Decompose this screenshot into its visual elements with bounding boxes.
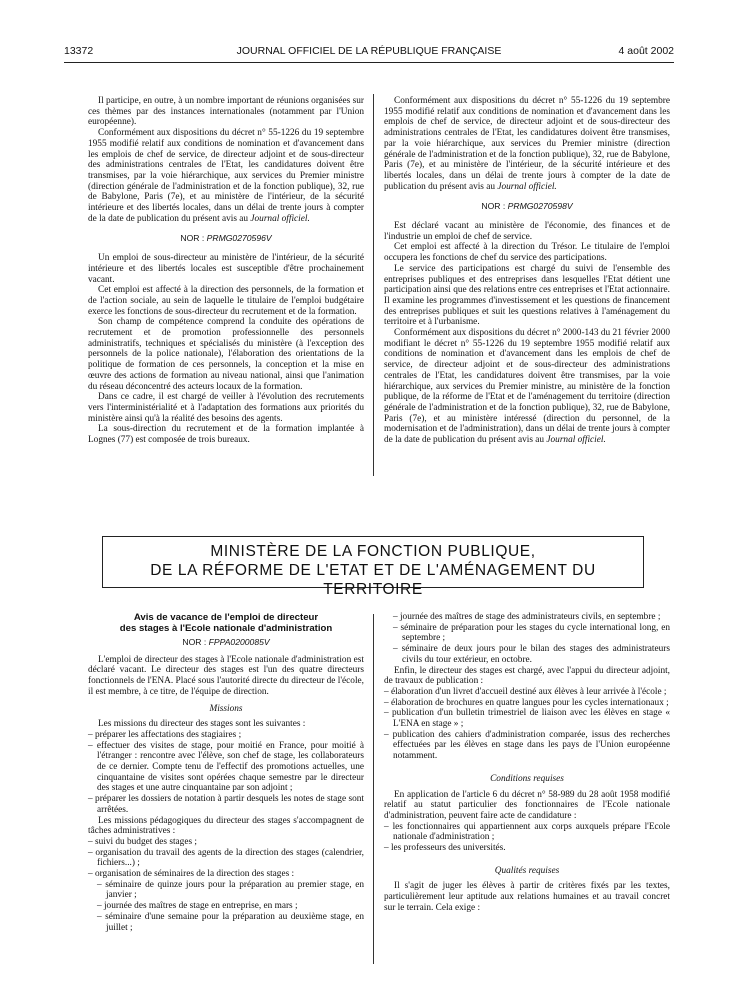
section-heading-qualites: Qualités requises <box>494 865 560 876</box>
paragraph: Les missions pédagogiques du directeur des stages s'accompagnent de tâches administratives : <box>88 815 364 837</box>
nor-label: NOR : <box>182 637 207 647</box>
paragraph: Il s'agit de juger les élèves à partir de critères fixés par les textes, particulièrement leur aptitude aux relations humaines et au travail concret sur le terrain. Cela exige : <box>384 881 670 913</box>
top-left-column <box>88 96 364 446</box>
nor-code: PRMG0270598V <box>507 201 573 212</box>
list-item: – élaboration d'un livret d'accueil destiné aux élèves à leur arrivée à l'école ; <box>384 686 667 697</box>
list-item: – journée des maîtres de stage en entreprise, en mars ; <box>97 901 298 912</box>
paragraph <box>88 128 364 224</box>
column-divider-bottom <box>373 614 374 964</box>
list-item: – élaboration de brochures en quatre langues pour les cycles internationaux ; <box>384 697 669 708</box>
journal-officiel-ref: Journal officiel. <box>546 435 606 446</box>
paragraph-text: Conformément aux dispositions du décret n° 2000-143 du 21 février 2000 modifiant le décret n° 55-1226 du 19 septembre 1955 modifié relatif aux conditions de nomination et d'avancement dans les emplois de chef de service, de directeur adjoint et de sous-directeur des administrations centrales de l'Etat, les candidatures doivent être transmises, par la voie hiérarchique, aux services du Premier ministre, au ministère de la fonction publique, de la réforme de l'Etat et de l'aménagement du territoire (direction générale de l'administration et de la fonction publique), 32, rue de Babylone, Paris (7e), et au ministère intéressé (direction du personnel, de la modernisation et de l'administration), dans un délai de trente jours à compter de la date de publication du présent avis au <box>384 328 670 446</box>
paragraph: La sous-direction du recrutement et de la formation implantée à Lognes (77) est composée de trois bureaux. <box>88 424 364 446</box>
paragraph: Cet emploi est affecté à la direction du Trésor. Le titulaire de l'emploi occupera les fonctions de chef du service des participations. <box>384 242 670 264</box>
header-rule <box>64 62 674 63</box>
ministry-heading-box <box>102 536 644 598</box>
list-item: – organisation de séminaires de la direction des stages : <box>88 869 295 880</box>
ministry-heading-line1: MINISTÈRE DE LA FONCTION PUBLIQUE, <box>210 543 536 560</box>
nor-label: NOR : <box>180 233 205 244</box>
page-header <box>64 45 674 61</box>
paragraph: Il participe, en outre, à un nombre important de réunions organisées sur ces thèmes par des instances internationales (notamment par l'Union européenne). <box>88 96 364 128</box>
bottom-right-column <box>384 612 670 914</box>
paragraph: En application de l'article 6 du décret n° 58-989 du 28 août 1958 modifié relatif au statut particulier des fonctionnaires de l'Ecole nationale d'administration, peuvent faire acte de candidature : <box>384 789 670 821</box>
page-number: 13372 <box>64 45 94 57</box>
paragraph <box>384 328 670 446</box>
issue-date: 4 août 2002 <box>618 45 674 57</box>
paragraph: Est déclaré vacant au ministère de l'économie, des finances et de l'industrie un emploi de chef de service. <box>384 221 670 242</box>
list-item: – publication des cahiers d'administration comparée, issus des recherches effectuées par les élèves en stage dans les pays de l'Union européenne notamment. <box>384 729 670 762</box>
list-item: – les professeurs des universités. <box>384 843 506 854</box>
list-item: – effectuer des visites de stage, pour moitié en France, pour moitié à l'étranger : rencontre avec l'élève, son chef de stage, les collaborateurs de ce dernier. Compte tenu de l'effectif des promotions actuelles, une cinquantaine de visites sont opérées chaque semestre par le directeur des stages et une autre cinquantaine par son adjoint ; <box>88 740 364 794</box>
paragraph: Les missions du directeur des stages sont les suivantes : <box>98 719 306 730</box>
paragraph: Cet emploi est affecté à la direction des personnels, de la formation et de l'action sociale, au sein de laquelle le titulaire de l'emploi budgétaire exerce les fonctions de sous-directeur du recrutement et de la formation. <box>88 285 364 317</box>
list-item: – publication d'un bulletin trimestriel de liaison avec les élèves en stage « L'ENA en stage » ; <box>384 708 670 730</box>
paragraph: Le service des participations est chargé du suivi de l'ensemble des entreprises publiques et des entreprises dans lesquelles l'Etat détient une participation ainsi que des relations entre ces entreprises et l'Etat actionnaire. Il examine les programmes d'investissement et les questions de financement des entreprises publiques et suit les questions relatives à l'aménagement du territoire et à l'urbanisme. <box>384 263 670 328</box>
journal-title: JOURNAL OFFICIEL DE LA RÉPUBLIQUE FRANÇAISE <box>236 45 502 57</box>
bottom-left-column <box>88 612 364 933</box>
list-item: – préparer les dossiers de notation à partir desquels les notes de stage sont arrêtées. <box>88 794 364 815</box>
list-item: – séminaire d'une semaine pour la préparation au deuxième stage, en juillet ; <box>97 911 364 933</box>
paragraph: Son champ de compétence comprend la conduite des opérations de recrutement et de promotion professionnelle des personnels administratifs, techniques et spécialisés du ministère (à l'exception des personnels de la police nationale), l'élaboration des orientations de la politique de formation de ces personnels, la conception et la mise en œuvre des actions de formation au niveau national, ainsi que l'animation du réseau déconcentré des acteurs locaux de la formation. <box>88 317 364 392</box>
list-item: – préparer les affectations des stagiaires ; <box>88 729 242 740</box>
notice-title-line2: des stages à l'Ecole nationale d'administration <box>119 623 333 634</box>
list-item: – séminaire de quinze jours pour la préparation au premier stage, en janvier ; <box>97 879 364 901</box>
paragraph: L'emploi de directeur des stages à l'Ecole nationale d'administration est déclaré vacant. Le directeur des stages est l'un des quatre directeurs fonctionnels de l'ENA. Placé sous l'autorité directe du directeur de l'école, il est membre, à ce titre, de l'équipe de direction. <box>88 654 364 697</box>
nor-code: FPPA0200085V <box>208 637 270 647</box>
notice-title-line1: Avis de vacance de l'emploi de directeur <box>133 612 319 623</box>
nor-code: PRMG0270596V <box>206 233 272 244</box>
paragraph: Un emploi de sous-directeur au ministère de l'intérieur, de la sécurité intérieure et des libertés locales est susceptible d'être prochainement vacant. <box>88 253 364 285</box>
nor-label: NOR : <box>481 201 506 212</box>
top-right-column <box>384 96 670 446</box>
nor-reference <box>88 637 364 648</box>
list-item: – séminaire de préparation pour les stages du cycle international long, en septembre ; <box>393 622 670 644</box>
paragraph: Dans ce cadre, il est chargé de veiller à l'évolution des recrutements vers l'interministérialité et à l'adaptation des formations aux priorités du ministère ainsi qu'à la réalité des besoins des agents. <box>88 392 364 424</box>
list-item: – journée des maîtres de stage des administrateurs civils, en septembre ; <box>393 612 661 622</box>
section-heading-missions: Missions <box>209 703 243 714</box>
journal-officiel-ref: Journal officiel. <box>250 213 310 224</box>
list-item: – séminaire de deux jours pour le bilan des stages des administrateurs civils du tour extérieur, en octobre. <box>393 644 670 665</box>
column-divider-top <box>373 94 374 476</box>
nor-reference <box>384 201 670 212</box>
paragraph <box>384 96 670 192</box>
list-item: – organisation du travail des agents de la direction des stages (calendrier, fichiers...) ; <box>88 847 364 869</box>
nor-reference <box>88 233 364 244</box>
list-item: – suivi du budget des stages ; <box>88 836 197 847</box>
paragraph-text: Conformément aux dispositions du décret n° 55-1226 du 19 septembre 1955 modifié relatif aux conditions de nomination et d'avancement dans les emplois de chef de service, de directeur adjoint et de sous-directeur des administrations centrales de l'Etat, les candidatures doivent être transmises, par la voie hiérarchique, aux services du Premier ministre (direction générale de l'administration et de la fonction publique), 32, rue de Babylone, Paris (7e), et au ministère de l'intérieur, de la sécurité intérieure et des libertés locales, dans un délai de trente jours à compter de la date de publication du présent avis au <box>384 96 670 192</box>
ministry-heading-line2: DE LA RÉFORME DE L'ETAT ET DE L'AMÉNAGEMENT DU TERRITOIRE <box>150 562 596 598</box>
journal-officiel-ref: Journal officiel. <box>497 181 557 192</box>
paragraph: Enfin, le directeur des stages est chargé, avec l'appui du directeur adjoint, de travaux de publication : <box>384 665 670 687</box>
paragraph-text: Conformément aux dispositions du décret n° 55-1226 du 19 septembre 1955 modifié relatif aux conditions de nomination et d'avancement dans les emplois de chef de service, de directeur adjoint et de sous-directeur des administrations centrales de l'Etat, les candidatures doivent être transmises, par la voie hiérarchique, aux services du Premier ministre (direction générale de l'administration et de la fonction publique), 32, rue de Babylone, Paris (7e), et au ministère de l'intérieur, de la sécurité intérieure et des libertés locales, dans un délai de trente jours à compter de la date de publication du présent avis au <box>88 128 364 224</box>
section-heading-conditions: Conditions requises <box>490 773 564 784</box>
list-item: – les fonctionnaires qui appartiennent aux corps auxquels prépare l'Ecole nationale d'administration ; <box>384 821 670 843</box>
